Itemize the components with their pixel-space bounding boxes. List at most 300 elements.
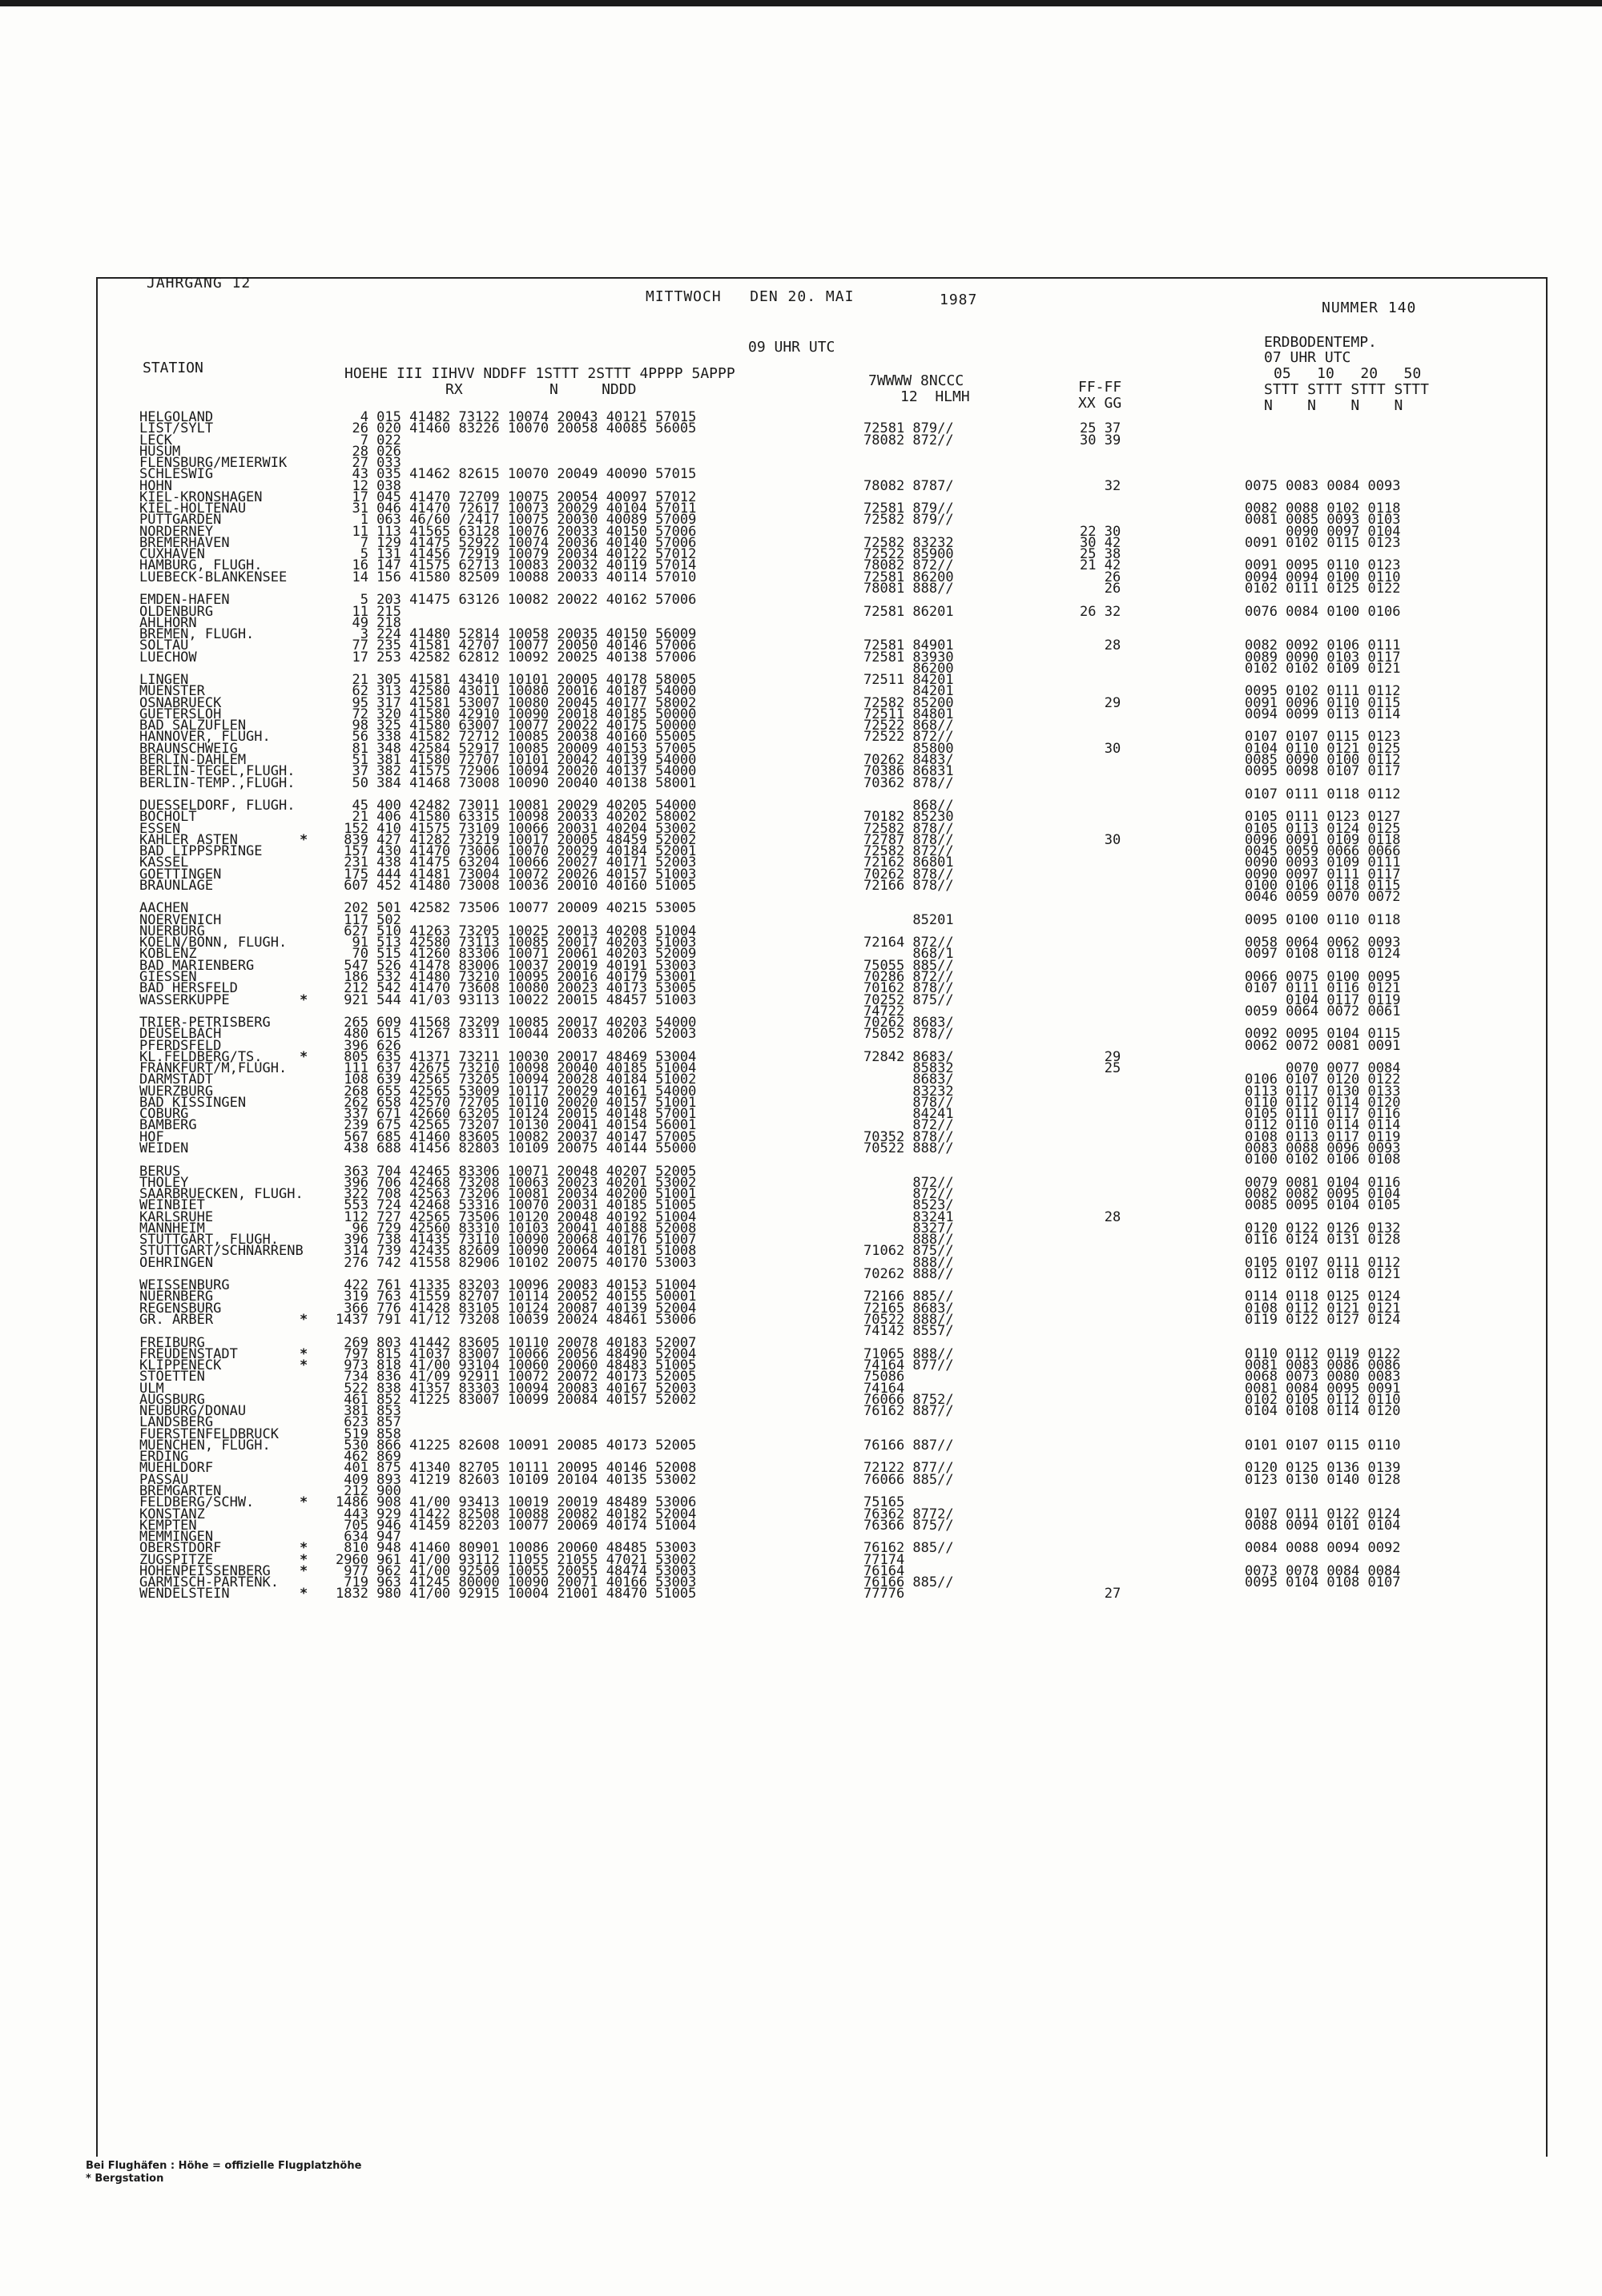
synop-groups: 212 900 — [336, 1482, 401, 1499]
wind-gusts: 30 — [1080, 740, 1121, 757]
mountain-station-mark: * — [300, 1540, 308, 1557]
station-name: GARMISCH-PARTENK. — [139, 1574, 279, 1591]
soil-temperatures: 0108 0113 0117 0119 — [1245, 1128, 1401, 1145]
weather-groups: 72581 86200 — [863, 569, 954, 585]
synop-groups: 17 253 42582 62812 10092 20025 40138 57006 — [336, 649, 697, 665]
station-name: STUTTGART/SCHNARRENB — [139, 1243, 304, 1260]
station-name: STOETTEN — [139, 1369, 205, 1385]
weather-groups: 872// — [863, 1186, 954, 1203]
soil-temp-time: 07 UHR UTC — [1264, 349, 1351, 366]
weather-groups: 72522 872// — [863, 729, 954, 746]
station-name: LUEBECK-BLANKENSEE — [139, 569, 288, 585]
station-name: AUGSBURG — [139, 1391, 205, 1408]
synop-groups: 16 147 41575 62713 10083 20032 40119 57014 — [336, 557, 697, 574]
wind-gusts: 25 — [1080, 1060, 1121, 1077]
station-name: COBURG — [139, 1106, 189, 1123]
station-name: MUENCHEN, FLUGH. — [139, 1437, 271, 1454]
soil-temperatures: 0045 0059 0066 0066 — [1245, 843, 1401, 860]
station-name: REGENSBURG — [139, 1300, 222, 1317]
station-name: NOERVENICH — [139, 911, 222, 928]
weather-groups: 70182 85230 — [863, 809, 954, 826]
station-name: WENDELSTEIN — [139, 1586, 230, 1602]
station-name: HAMBURG, FLUGH. — [139, 557, 263, 574]
soil-temperatures: 0104 0108 0114 0120 — [1245, 1403, 1401, 1420]
weather-groups: 72164 872// — [863, 935, 954, 951]
weather-groups: 72582 872// — [863, 843, 954, 860]
station-name: LUECHOW — [139, 649, 197, 665]
synop-groups: 396 706 42468 73208 10063 20023 40201 53002 — [336, 1174, 697, 1191]
synop-groups: 11 215 — [336, 603, 401, 620]
station-name: FELDBERG/SCHW. — [139, 1494, 255, 1511]
wind-gusts: 32 — [1080, 477, 1121, 494]
station-name: BERLIN-TEMP.,FLUGH. — [139, 774, 296, 791]
soil-temperatures: 0046 0059 0070 0072 — [1245, 889, 1401, 906]
weather-groups: 84241 — [863, 1106, 954, 1123]
station-name: HANNOVER, FLUGH. — [139, 729, 271, 746]
weather-groups: 83241 — [863, 1208, 954, 1225]
synop-groups: 11 113 41565 63128 10076 20033 40150 57006 — [336, 523, 697, 540]
weather-groups: 76066 8752/ — [863, 1391, 954, 1408]
station-name: BREMEN, FLUGH. — [139, 626, 255, 643]
wind-gusts: 22 30 — [1080, 523, 1121, 540]
synop-groups: 401 875 41340 82705 10111 20095 40146 52008 — [336, 1460, 697, 1477]
soil-units: STTT STTT STTT STTT — [1264, 381, 1429, 398]
weather-groups: 872// — [863, 1174, 954, 1191]
soil-temperatures: 0105 0111 0117 0116 — [1245, 1106, 1401, 1123]
footnote-mountain: * Bergstation — [86, 2173, 164, 2185]
weather-groups: 72787 878// — [863, 831, 954, 848]
weather-groups: 75055 885// — [863, 957, 954, 974]
weather-groups: 70386 86831 — [863, 763, 954, 780]
synop-groups: 973 818 41/00 93104 10060 20060 48483 51005 — [336, 1357, 697, 1374]
synop-groups: 5 203 41475 63126 10082 20022 40162 57006 — [336, 592, 697, 609]
mountain-station-mark: * — [300, 831, 308, 848]
synop-groups: 212 542 41470 73608 10080 20023 40173 53005 — [336, 980, 697, 997]
wx-header: 7WWWW 8NCCC — [868, 372, 964, 389]
station-name: STUTTGART, FLUGH. — [139, 1232, 279, 1249]
station-name: FUERSTENFELDBRUCK — [139, 1425, 279, 1442]
soil-temperatures: 0120 0125 0136 0139 — [1245, 1460, 1401, 1477]
synop-groups: 70 515 41260 83306 10071 20061 40203 52009 — [336, 946, 697, 963]
weather-groups: 70162 878// — [863, 980, 954, 997]
station-name: OBERSTDORF — [139, 1540, 222, 1557]
synop-groups: 7 022 — [336, 432, 401, 448]
soil-temp-title: ERDBODENTEMP. — [1264, 334, 1377, 351]
mountain-station-mark: * — [300, 1586, 308, 1602]
weather-groups: 72582 85200 — [863, 694, 954, 711]
station-name: GIESSEN — [139, 969, 197, 986]
soil-temperatures: 0085 0090 0100 0112 — [1245, 751, 1401, 768]
weather-groups: 70262 888// — [863, 1265, 954, 1282]
weather-groups: 78081 888// — [863, 580, 954, 597]
station-name: KOBLENZ — [139, 946, 197, 963]
weather-groups: 8683/ — [863, 1072, 954, 1088]
weather-groups: 70262 878// — [863, 866, 954, 883]
station-name: PASSAU — [139, 1471, 189, 1488]
synop-groups: 409 893 41219 82603 10109 20104 40135 53002 — [336, 1471, 697, 1488]
soil-temperatures: 0073 0078 0084 0084 — [1245, 1562, 1401, 1579]
station-name: HOF — [139, 1128, 164, 1145]
station-name: LANDSBERG — [139, 1414, 214, 1431]
soil-temperatures: 0079 0081 0104 0116 — [1245, 1174, 1401, 1191]
station-name: FREUDENSTADT — [139, 1345, 238, 1362]
synop-groups: 21 305 41581 43410 10101 20005 40178 58005 — [336, 672, 697, 689]
synop-groups: 108 639 42565 73205 10094 20028 40184 51002 — [336, 1072, 697, 1088]
wind-gusts: 26 — [1080, 580, 1121, 597]
station-name: BAD MARIENBERG — [139, 957, 255, 974]
volume-label: JAHRGANG 12 — [147, 275, 252, 292]
mountain-station-mark: * — [300, 1562, 308, 1579]
station-name: AHLHORN — [139, 614, 197, 631]
table-row — [139, 1586, 1541, 1602]
synop-groups: 366 776 41428 83105 10124 20087 40139 52004 — [336, 1300, 697, 1317]
soil-temperatures: 0100 0102 0106 0108 — [1245, 1152, 1401, 1168]
synop-groups: 14 156 41580 82509 10088 20033 40114 57010 — [336, 569, 697, 585]
soil-temperatures: 0110 0112 0114 0120 — [1245, 1094, 1401, 1111]
station-name: MEMMINGEN — [139, 1529, 214, 1546]
mountain-station-mark: * — [300, 1311, 308, 1328]
soil-temperatures: 0092 0095 0104 0115 — [1245, 1026, 1401, 1043]
soil-temperatures: 0113 0117 0130 0133 — [1245, 1083, 1401, 1100]
weather-groups: 76066 885// — [863, 1471, 954, 1488]
station-name: NEUBURG/DONAU — [139, 1403, 247, 1420]
soil-temperatures: 0089 0090 0103 0117 — [1245, 649, 1401, 665]
footnote-airport: Bei Flughäfen : Höhe = offizielle Flugplatzhöhe — [86, 2160, 362, 2172]
weather-groups: 71065 888// — [863, 1345, 954, 1362]
synop-groups: 269 803 41442 83605 10110 20078 40183 52007 — [336, 1334, 697, 1351]
station-name: WEISSENBURG — [139, 1277, 230, 1294]
synop-groups: 337 671 42660 63205 10124 20015 40148 57001 — [336, 1106, 697, 1123]
soil-temperatures: 0116 0124 0131 0128 — [1245, 1232, 1401, 1249]
wind-gusts: 25 37 — [1080, 420, 1121, 437]
wind-gusts: 30 39 — [1080, 432, 1121, 448]
weather-groups: 72581 879// — [863, 420, 954, 437]
weather-groups: 78082 872// — [863, 432, 954, 448]
synop-groups: 28 026 — [336, 443, 401, 460]
weather-groups: 72165 8683/ — [863, 1300, 954, 1317]
station-name: BAD HERSFELD — [139, 980, 238, 997]
synop-groups: 719 963 41245 80000 10090 20071 40166 53003 — [336, 1574, 697, 1591]
wind-gusts: 26 32 — [1080, 603, 1121, 620]
soil-depths: 05 10 20 50 — [1274, 365, 1422, 382]
weather-groups: 77776 — [863, 1586, 905, 1602]
soil-temperatures: 0070 0077 0084 — [1245, 1060, 1401, 1077]
soil-temperatures: 0066 0075 0100 0095 — [1245, 969, 1401, 986]
synop-groups: 50 384 41468 73008 10090 20040 40138 58001 — [336, 774, 697, 791]
station-name: OLDENBURG — [139, 603, 214, 620]
station-name: FREIBURG — [139, 1334, 205, 1351]
synop-groups: 461 852 41225 83007 10099 20084 40157 52002 — [336, 1391, 697, 1408]
synop-groups: 152 410 41575 73109 10066 20031 40204 53002 — [336, 820, 697, 837]
synop-groups: 1486 908 41/00 93413 10019 20019 48489 53006 — [336, 1494, 697, 1511]
synop-groups: 977 962 41/00 92509 10055 20055 48474 53003 — [336, 1562, 697, 1579]
wx-subheader: 12 HLMH — [900, 388, 970, 405]
weather-groups: 85201 — [863, 911, 954, 928]
station-name: BAD KISSINGEN — [139, 1094, 247, 1111]
soil-temperatures: 0102 0102 0109 0121 — [1245, 660, 1401, 677]
station-name: DARMSTADT — [139, 1072, 214, 1088]
station-name: DUESSELDORF, FLUGH. — [139, 798, 296, 814]
soil-temperatures: 0091 0102 0115 0123 — [1245, 534, 1401, 551]
weather-groups: 85832 — [863, 1060, 954, 1077]
synop-groups: 91 513 42580 73113 10085 20017 40203 51003 — [336, 935, 697, 951]
synop-groups: 262 658 42570 72705 10110 20020 40157 51001 — [336, 1094, 697, 1111]
station-name: KEMPTEN — [139, 1517, 197, 1534]
station-name: GOETTINGEN — [139, 866, 222, 883]
station-name: HUSUM — [139, 443, 181, 460]
synop-groups: 1832 980 41/00 92915 10004 21001 48470 51005 — [336, 1586, 697, 1602]
soil-temperatures: 0102 0105 0112 0110 — [1245, 1391, 1401, 1408]
soil-temperatures: 0104 0117 0119 — [1245, 991, 1401, 1008]
soil-temperatures: 0090 0097 0104 — [1245, 523, 1401, 540]
station-name: LINGEN — [139, 672, 189, 689]
weather-groups: 72581 879// — [863, 501, 954, 517]
station-name: DEUSELBACH — [139, 1026, 222, 1043]
weather-groups: 76366 875// — [863, 1517, 954, 1534]
station-name: NUERNBERG — [139, 1289, 214, 1305]
synop-groups: 7 129 41475 52922 10074 20036 40140 57006 — [336, 534, 697, 551]
weather-groups: 76166 885// — [863, 1574, 954, 1591]
soil-temperatures: 0112 0112 0118 0121 — [1245, 1265, 1401, 1282]
date-label: MITTWOCH DEN 20. MAI — [646, 288, 855, 305]
wind-gusts: 27 — [1080, 1586, 1121, 1602]
weather-groups: 70286 872// — [863, 969, 954, 986]
station-name: MANNHEIM — [139, 1220, 205, 1236]
synop-groups: 443 929 41422 82508 10088 20082 40182 52004 — [336, 1506, 697, 1522]
table-row — [139, 1311, 1541, 1328]
weather-groups: 86200 — [863, 660, 954, 677]
soil-temperatures: 0107 0111 0118 0112 — [1245, 786, 1401, 802]
mountain-station-mark: * — [300, 1357, 308, 1374]
synop-groups: 26 020 41460 83226 10070 20058 40085 56005 — [336, 420, 697, 437]
station-name: BREMGARTEN — [139, 1482, 222, 1499]
weather-groups: 72582 83232 — [863, 534, 954, 551]
station-name: BAD SALZUFLEN — [139, 718, 247, 734]
synop-groups: 49 218 — [336, 614, 401, 631]
station-name: BERUS — [139, 1163, 181, 1180]
station-name: SOLTAU — [139, 637, 189, 654]
wind-gusts: 28 — [1080, 637, 1121, 654]
soil-temperatures: 0091 0095 0110 0123 — [1245, 557, 1401, 574]
station-name: BREMERHAVEN — [139, 534, 230, 551]
mountain-station-mark: * — [300, 1494, 308, 1511]
weather-groups: 76164 — [863, 1562, 905, 1579]
synop-groups: 37 382 41575 72906 10094 20020 40137 54000 — [336, 763, 697, 780]
synop-groups: 1 063 46/60 /2417 10075 20030 40089 57009 — [336, 512, 697, 529]
weather-groups: 76166 887// — [863, 1437, 954, 1454]
synop-groups: 734 836 41/09 92911 10072 20072 40173 52005 — [336, 1369, 697, 1385]
synop-groups: 4 015 41482 73122 10074 20043 40121 57015 — [336, 409, 697, 425]
synop-groups: 1437 791 41/12 73208 10039 20024 48461 53006 — [336, 1311, 697, 1328]
station-name: NUERBURG — [139, 923, 205, 939]
soil-temperatures: 0114 0118 0125 0124 — [1245, 1289, 1401, 1305]
synop-groups: 797 815 41037 83007 10066 20056 48490 52004 — [336, 1345, 697, 1362]
weather-groups: 72581 83930 — [863, 649, 954, 665]
station-name: SCHLESWIG — [139, 466, 214, 483]
soil-temperatures: 0107 0111 0122 0124 — [1245, 1506, 1401, 1522]
station-name: KASSEL — [139, 854, 189, 871]
station-name: WUERZBURG — [139, 1083, 214, 1100]
weather-groups: 72511 84201 — [863, 672, 954, 689]
synop-groups: 45 400 42482 73011 10081 20029 40205 54000 — [336, 798, 697, 814]
synop-groups: 51 381 41580 72707 10101 20042 40139 54000 — [336, 751, 697, 768]
weather-groups: 74164 — [863, 1380, 905, 1397]
weather-groups: 70362 878// — [863, 774, 954, 791]
station-name: KIEL-KRONSHAGEN — [139, 489, 263, 505]
soil-temperatures: 0123 0130 0140 0128 — [1245, 1471, 1401, 1488]
synop-groups: 805 635 41371 73211 10030 20017 48469 53004 — [336, 1048, 697, 1065]
mountain-station-mark: * — [300, 1048, 308, 1065]
station-name: CUXHAVEN — [139, 546, 205, 563]
soil-temperatures: 0107 0111 0116 0121 — [1245, 980, 1401, 997]
soil-temperatures: 0095 0098 0107 0117 — [1245, 763, 1401, 780]
station-name: ULM — [139, 1380, 164, 1397]
weather-groups: 83232 — [863, 1083, 954, 1100]
soil-temperatures: 0094 0094 0100 0110 — [1245, 569, 1401, 585]
obs-time-label: 09 UHR UTC — [748, 339, 835, 356]
weather-groups: 888// — [863, 1232, 954, 1249]
wind-gusts: 29 — [1080, 694, 1121, 711]
weather-groups: 75165 — [863, 1494, 905, 1511]
top-border — [0, 0, 1602, 6]
soil-temperatures: 0110 0112 0119 0122 — [1245, 1345, 1401, 1362]
station-name: PFERDSFELD — [139, 1037, 222, 1054]
weather-groups: 868// — [863, 798, 954, 814]
synop-groups: 265 609 41568 73209 10085 20017 40203 54000 — [336, 1015, 697, 1031]
station-name: BERLIN-TEGEL,FLUGH. — [139, 763, 296, 780]
synop-groups: 363 704 42465 83306 10071 20048 40207 52005 — [336, 1163, 697, 1180]
weather-groups: 84201 — [863, 683, 954, 700]
weather-groups: 72522 868// — [863, 718, 954, 734]
synop-groups: 98 325 41580 63007 10077 20022 40175 50000 — [336, 718, 697, 734]
station-header: STATION — [143, 360, 203, 376]
soil-temperatures: 0120 0122 0126 0132 — [1245, 1220, 1401, 1236]
synop-groups: 175 444 41481 73004 10072 20026 40157 51003 — [336, 866, 697, 883]
station-name: PUTTGARDEN — [139, 512, 222, 529]
synop-groups: 117 502 — [336, 911, 401, 928]
weather-groups: 72522 85900 — [863, 546, 954, 563]
weather-groups: 76362 8772/ — [863, 1506, 954, 1522]
station-name: LIST/SYLT — [139, 420, 214, 437]
station-name: BERLIN-DAHLEM — [139, 751, 247, 768]
station-name: EMDEN-HAFEN — [139, 592, 230, 609]
station-name: KIEL-HOLTENAU — [139, 501, 247, 517]
weather-groups: 85800 — [863, 740, 954, 757]
synop-groups: 530 866 41225 82608 10091 20085 40173 52005 — [336, 1437, 697, 1454]
station-name: TRIER-PETRISBERG — [139, 1015, 271, 1031]
station-name: KAHLER ASTEN — [139, 831, 238, 848]
weather-groups: 70522 888// — [863, 1311, 954, 1328]
synop-groups: 381 853 — [336, 1403, 401, 1420]
wind-header: FF-FF — [1078, 379, 1122, 396]
wind-gusts: 30 42 — [1080, 534, 1121, 551]
synop-groups: 111 637 42675 73210 10098 20040 40185 51004 — [336, 1060, 697, 1077]
station-name: FRANKFURT/M,FLUGH. — [139, 1060, 288, 1077]
weather-groups: 72581 84901 — [863, 637, 954, 654]
weather-groups: 72842 8683/ — [863, 1048, 954, 1065]
soil-temperatures: 0085 0095 0104 0105 — [1245, 1197, 1401, 1214]
soil-temperatures: 0112 0110 0114 0114 — [1245, 1117, 1401, 1134]
synop-groups: 12 038 — [336, 477, 401, 494]
soil-temperatures: 0095 0104 0108 0107 — [1245, 1574, 1401, 1591]
synop-groups: 77 235 41581 42707 10077 20050 40146 57006 — [336, 637, 697, 654]
soil-temperatures: 0081 0085 0093 0103 — [1245, 512, 1401, 529]
weather-groups: 72166 885// — [863, 1289, 954, 1305]
synop-groups: 202 501 42582 73506 10077 20009 40215 53005 — [336, 900, 697, 917]
weather-groups: 70262 8683/ — [863, 1015, 954, 1031]
synop-groups: 921 544 41/03 93113 10022 20015 48457 51003 — [336, 991, 697, 1008]
synop-groups: 547 526 41478 83006 10037 20019 40191 53003 — [336, 957, 697, 974]
soil-temperatures: 0082 0082 0095 0104 — [1245, 1186, 1401, 1203]
station-name: ZUGSPITZE — [139, 1551, 214, 1568]
soil-temperatures: 0062 0072 0081 0091 — [1245, 1037, 1401, 1054]
weather-groups: 74722 — [863, 1003, 905, 1019]
synop-groups: 268 655 42565 53009 10117 20029 40161 54000 — [336, 1083, 697, 1100]
synop-groups: 396 738 41435 73110 10090 20068 40176 51007 — [336, 1232, 697, 1249]
station-name: BOCHOLT — [139, 809, 197, 826]
synop-groups: 43 035 41462 82615 10070 20049 40090 57015 — [336, 466, 697, 483]
station-name: SAARBRUECKEN, FLUGH. — [139, 1186, 304, 1203]
weather-groups: 868/1 — [863, 946, 954, 963]
synop-groups: 322 708 42563 73206 10081 20034 40200 51001 — [336, 1186, 697, 1203]
station-name: BAD LIPPSPRINGE — [139, 843, 263, 860]
station-name: FLENSBURG/MEIERWIK — [139, 455, 288, 472]
weather-groups: 72162 86801 — [863, 854, 954, 871]
weather-groups: 71062 875// — [863, 1243, 954, 1260]
station-name: KL.FELDBERG/TS. — [139, 1048, 263, 1065]
weather-groups: 77174 — [863, 1551, 905, 1568]
weather-groups: 72582 878// — [863, 820, 954, 837]
soil-temperatures: 0108 0112 0121 0121 — [1245, 1300, 1401, 1317]
weather-groups: 72581 86201 — [863, 603, 954, 620]
synop-groups: 72 320 41580 42910 10090 20018 40185 50000 — [336, 706, 697, 722]
weather-groups: 75052 878// — [863, 1026, 954, 1043]
station-name: MUEHLDORF — [139, 1460, 214, 1477]
weather-groups: 72582 879// — [863, 512, 954, 529]
synop-groups: 3 224 41480 52814 10058 20035 40150 56009 — [336, 626, 697, 643]
weather-groups: 70252 875// — [863, 991, 954, 1008]
synop-groups: 810 948 41460 80901 10086 20060 48485 53003 — [336, 1540, 697, 1557]
soil-temperatures: 0084 0088 0094 0092 — [1245, 1540, 1401, 1557]
soil-temperatures: 0105 0113 0124 0125 — [1245, 820, 1401, 837]
wind-gusts: 26 — [1080, 569, 1121, 585]
synop-groups: 522 838 41357 83303 10094 20083 40167 52003 — [336, 1380, 697, 1397]
synop-groups: 480 615 41267 83311 10044 20033 40206 52003 — [336, 1026, 697, 1043]
weather-groups: 72166 878// — [863, 877, 954, 894]
weather-groups: 70262 8483/ — [863, 751, 954, 768]
station-name: LECK — [139, 432, 172, 448]
weather-groups: 70522 888// — [863, 1140, 954, 1156]
station-name: BRAUNSCHWEIG — [139, 740, 238, 757]
wind-gusts: 21 42 — [1080, 557, 1121, 574]
station-name: KOELN/BONN, FLUGH. — [139, 935, 288, 951]
wind-gusts: 29 — [1080, 1048, 1121, 1065]
station-table — [139, 409, 1541, 1602]
weather-groups: 75086 — [863, 1369, 905, 1385]
station-name: WEINBIET — [139, 1197, 205, 1214]
station-name: KARLSRUHE — [139, 1208, 214, 1225]
station-name: GR. ARBER — [139, 1311, 214, 1328]
synop-groups: 231 438 41475 63204 10066 20027 40171 52003 — [336, 854, 697, 871]
soil-temperatures: 0104 0110 0121 0125 — [1245, 740, 1401, 757]
weather-groups: 72511 84801 — [863, 706, 954, 722]
synop-groups: 396 626 — [336, 1037, 401, 1054]
synop-groups: 96 729 42560 83310 10103 20041 40188 52008 — [336, 1220, 697, 1236]
synop-header: HOEHE III IIHVV NDDFF 1STTT 2STTT 4PPPP 5APPP — [344, 365, 735, 382]
weather-groups: 888// — [863, 1254, 954, 1271]
weather-groups: 878// — [863, 1094, 954, 1111]
weather-groups: 8327/ — [863, 1220, 954, 1236]
